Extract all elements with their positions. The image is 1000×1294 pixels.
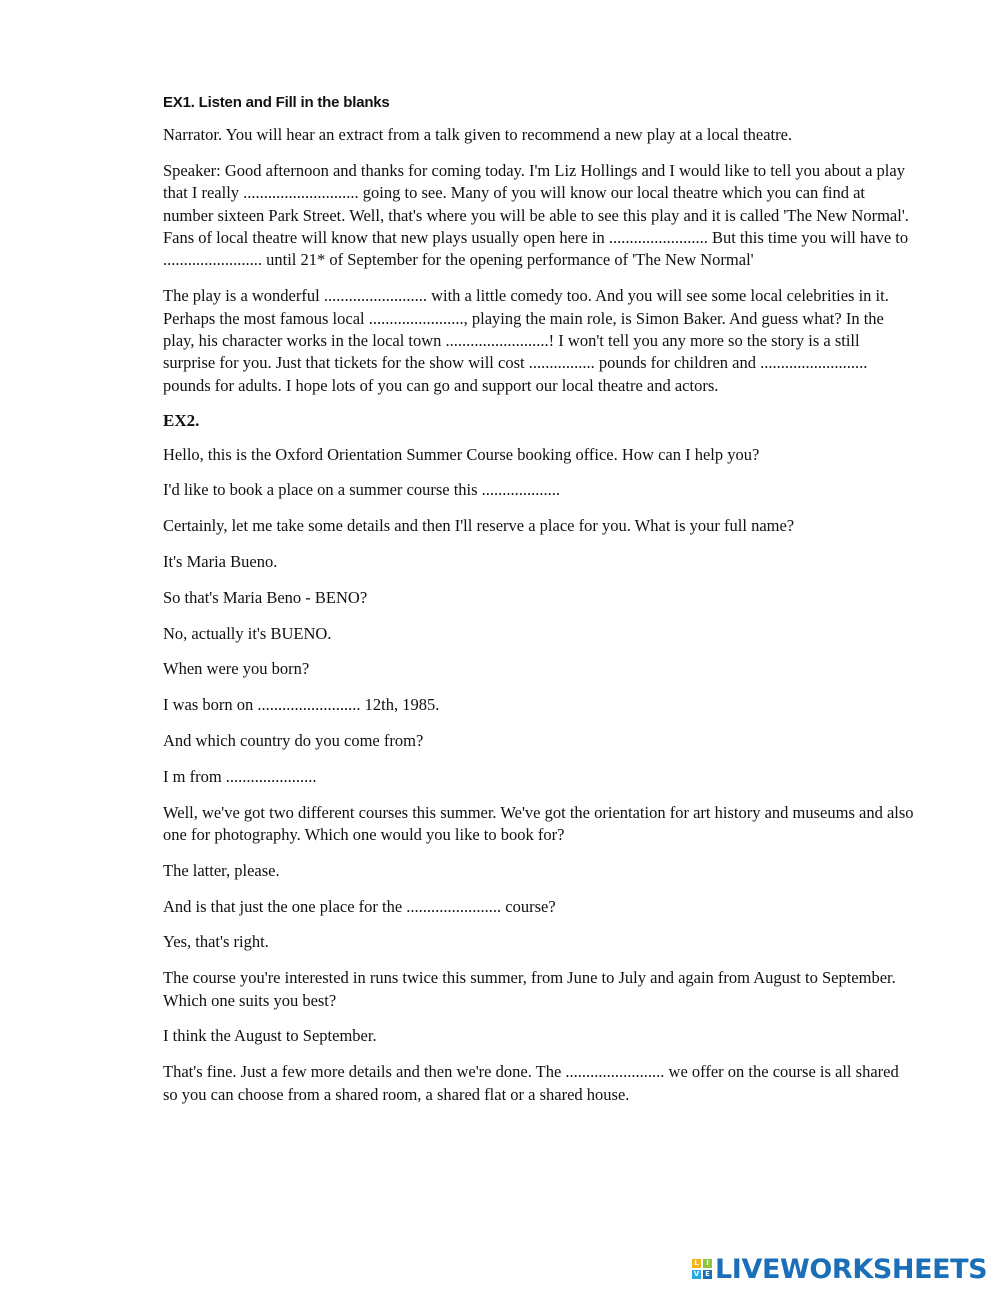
dialogue-line: I m from ...................... <box>163 766 317 786</box>
dialogue-line: The course you're interested in runs twice this summer, from June to July and again from August to September. Which one suits you best? <box>163 968 896 1010</box>
logo-mark-tile: E <box>703 1270 712 1279</box>
dialogue-line: And is that just the one place for the ....................... course? <box>163 896 556 916</box>
dialogue-line: I think the August to September. <box>163 1026 377 1046</box>
ex1-paragraph-play: The play is a wonderful ......................... with a little comedy too. And you will see some local celebrities in it. Perhaps the most famous local ......................., playing the main role, is Simon Baker. And guess what? In the play, his character works in the local town .........................! I won't tell you any more so the story is a still surprise for you. Just that tickets for the show will cost ................ pounds for children and .......................... pounds for adults. I hope lots of you can go and support our local theatre and actors. <box>163 286 889 395</box>
dialogue-line: It's Maria Bueno. <box>163 552 278 572</box>
dialogue-line: Certainly, let me take some details and then I'll reserve a place for you. What is your full name? <box>163 516 795 536</box>
dialogue-line: The latter, please. <box>163 860 280 880</box>
ex1-paragraph-speaker: Speaker: Good afternoon and thanks for coming today. I'm Liz Hollings and I would like to tell you about a play that I really ............................ going to see. Many of you will know our local theatre which you can find at number sixteen Park Street. Well, that's where you will be able to see this play and it is called 'The New Normal'. Fans of local theatre will know that new plays usually open here in ........................ But this time you will have to ........................ until 21* of September for the opening performance of 'The New Normal' <box>163 160 909 270</box>
dialogue-line: Hello, this is the Oxford Orientation Summer Course booking office. How can I help you? <box>163 444 760 464</box>
dialogue-line: And which country do you come from? <box>163 731 424 751</box>
dialogue-line: No, actually it's BUENO. <box>163 623 332 643</box>
logo-text: LIVEWORKSHEETS <box>715 1253 988 1285</box>
logo-mark-tile: L <box>692 1259 701 1268</box>
dialogue-line: Yes, that's right. <box>163 932 269 952</box>
logo-mark-icon <box>692 1259 712 1279</box>
dialogue-line: When were you born? <box>163 659 310 679</box>
ex1-paragraph-narrator: Narrator. You will hear an extract from a talk given to recommend a new play at a local theatre. <box>163 125 793 144</box>
dialogue-line: That's fine. Just a few more details and then we're done. The ........................ we offer on the course is all shared so you can choose from a shared room, a shared flat or a shared house. <box>163 1062 899 1104</box>
dialogue-line: I was born on ......................... 12th, 1985. <box>163 695 440 715</box>
logo-mark-tile: V <box>693 1270 700 1278</box>
worksheet-page <box>163 94 915 1119</box>
logo-mark-tile: I <box>703 1259 712 1268</box>
dialogue-line: Well, we've got two different courses this summer. We've got the orientation for art history and museums and also one for photography. Which one would you like to book for? <box>163 802 914 845</box>
ex1-title: EX1. Listen and Fill in the blanks <box>163 94 390 111</box>
ex2-title: EX2. <box>163 410 200 430</box>
liveworksheets-logo <box>692 1254 987 1284</box>
dialogue-line: I'd like to book a place on a summer course this ................... <box>163 480 561 500</box>
dialogue-line: So that's Maria Beno - BENO? <box>163 587 368 607</box>
